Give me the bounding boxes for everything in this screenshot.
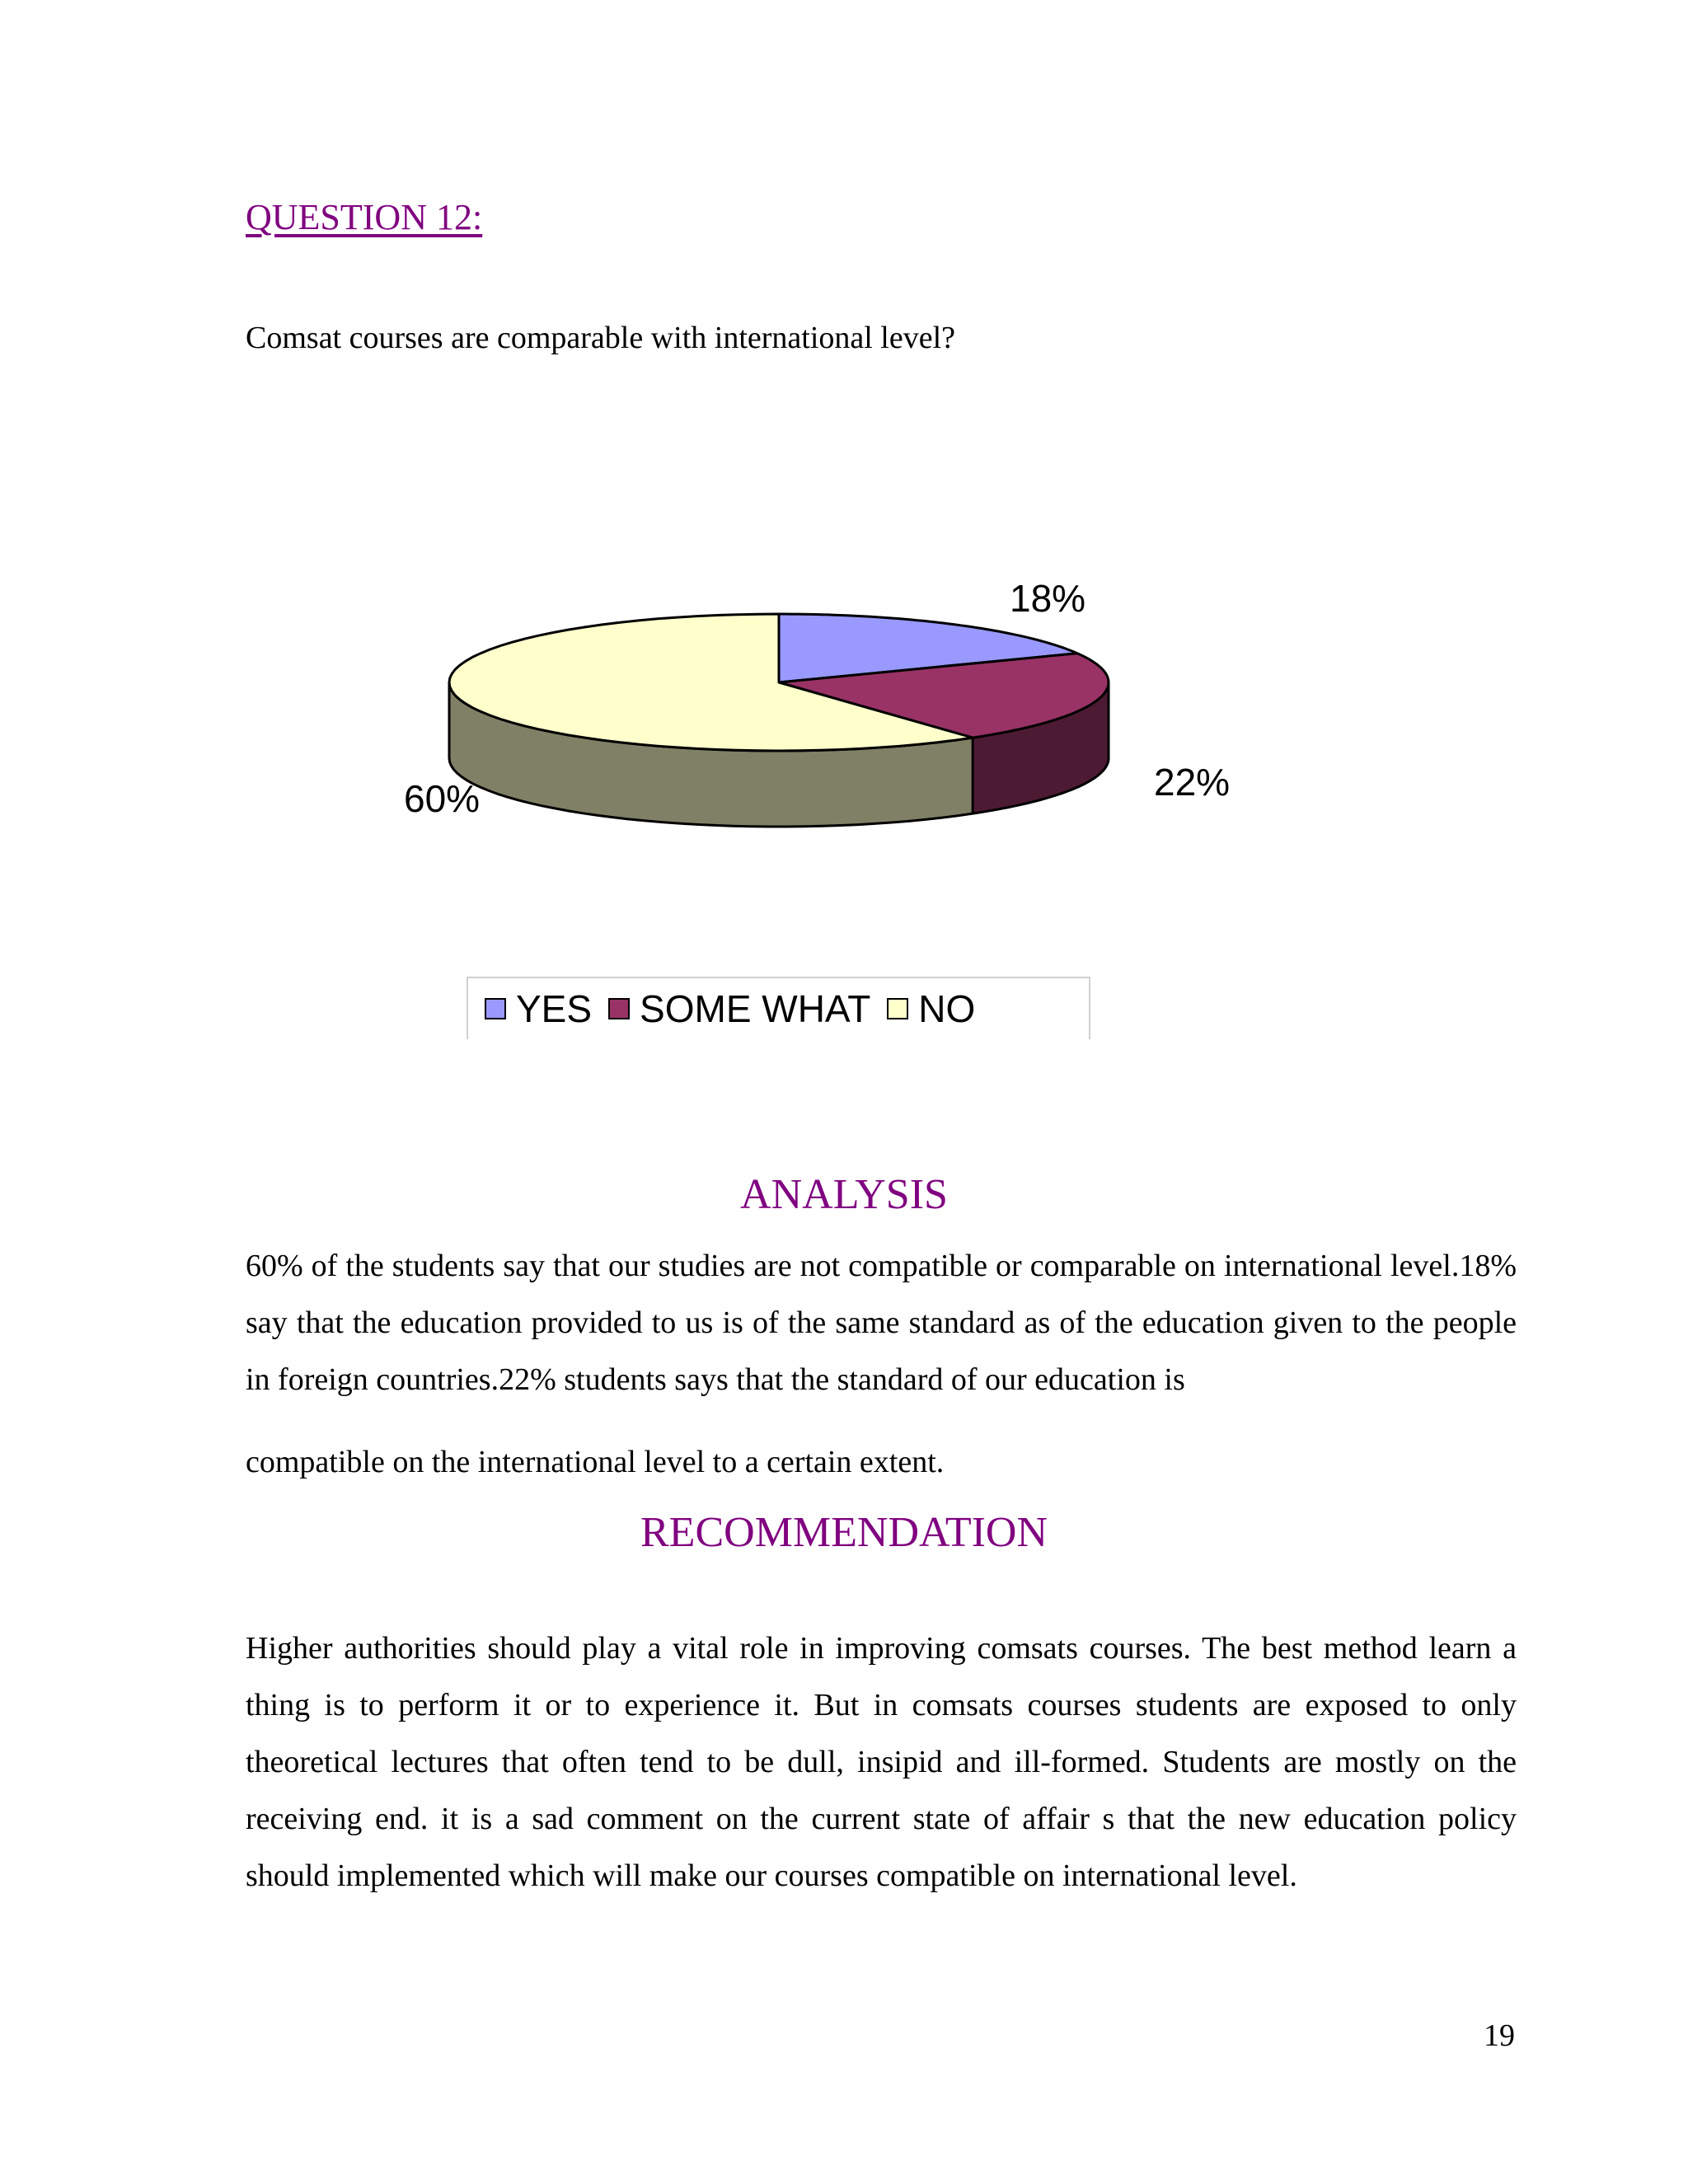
legend-swatch-some-what [608, 998, 630, 1019]
question-text: Comsat courses are comparable with international level? [246, 321, 956, 355]
legend-swatch-yes [485, 998, 506, 1019]
legend-item-some-what [608, 987, 870, 1031]
question-title: QUESTION 12: [246, 197, 483, 237]
pie-label-some-what: 22% [1154, 761, 1231, 804]
recommendation-paragraph: Higher authorities should play a vital role in improving comsats courses. The best method learn a thing is to perform it or to experience it. But in comsats courses students are exposed to only theoretical lectures that often tend to be dull, insipid and ill-formed. Students are mostly on the receiving end. it is a sad comment on the current state of affair s that the new education policy should implemented which will make our courses compatible on international level. [246, 1631, 1517, 1893]
analysis-paragraph-end: compatible on the international level to a certain extent. [246, 1445, 945, 1479]
analysis-paragraph: 60% of the students say that our studies are not compatible or comparable on international level.18% say that the education provided to us is of the same standard as of the education given to the people in foreign countries.22% students says that the standard of our education is [246, 1249, 1517, 1397]
legend-swatch-no [887, 998, 908, 1019]
pie-label-yes: 18% [1010, 577, 1086, 620]
legend-item-no [887, 987, 975, 1031]
chart-legend [467, 977, 1090, 1039]
analysis-heading: ANALYSIS [740, 1171, 948, 1218]
recommendation-heading: RECOMMENDATION [640, 1509, 1048, 1556]
legend-item-yes [485, 987, 592, 1031]
pie-label-no: 60% [404, 777, 481, 820]
legend-label-no: NO [918, 987, 976, 1030]
legend-label-yes: YES [516, 987, 593, 1030]
page-number: 19 [1484, 2018, 1515, 2053]
legend-label-some-what: SOME WHAT [640, 987, 871, 1030]
